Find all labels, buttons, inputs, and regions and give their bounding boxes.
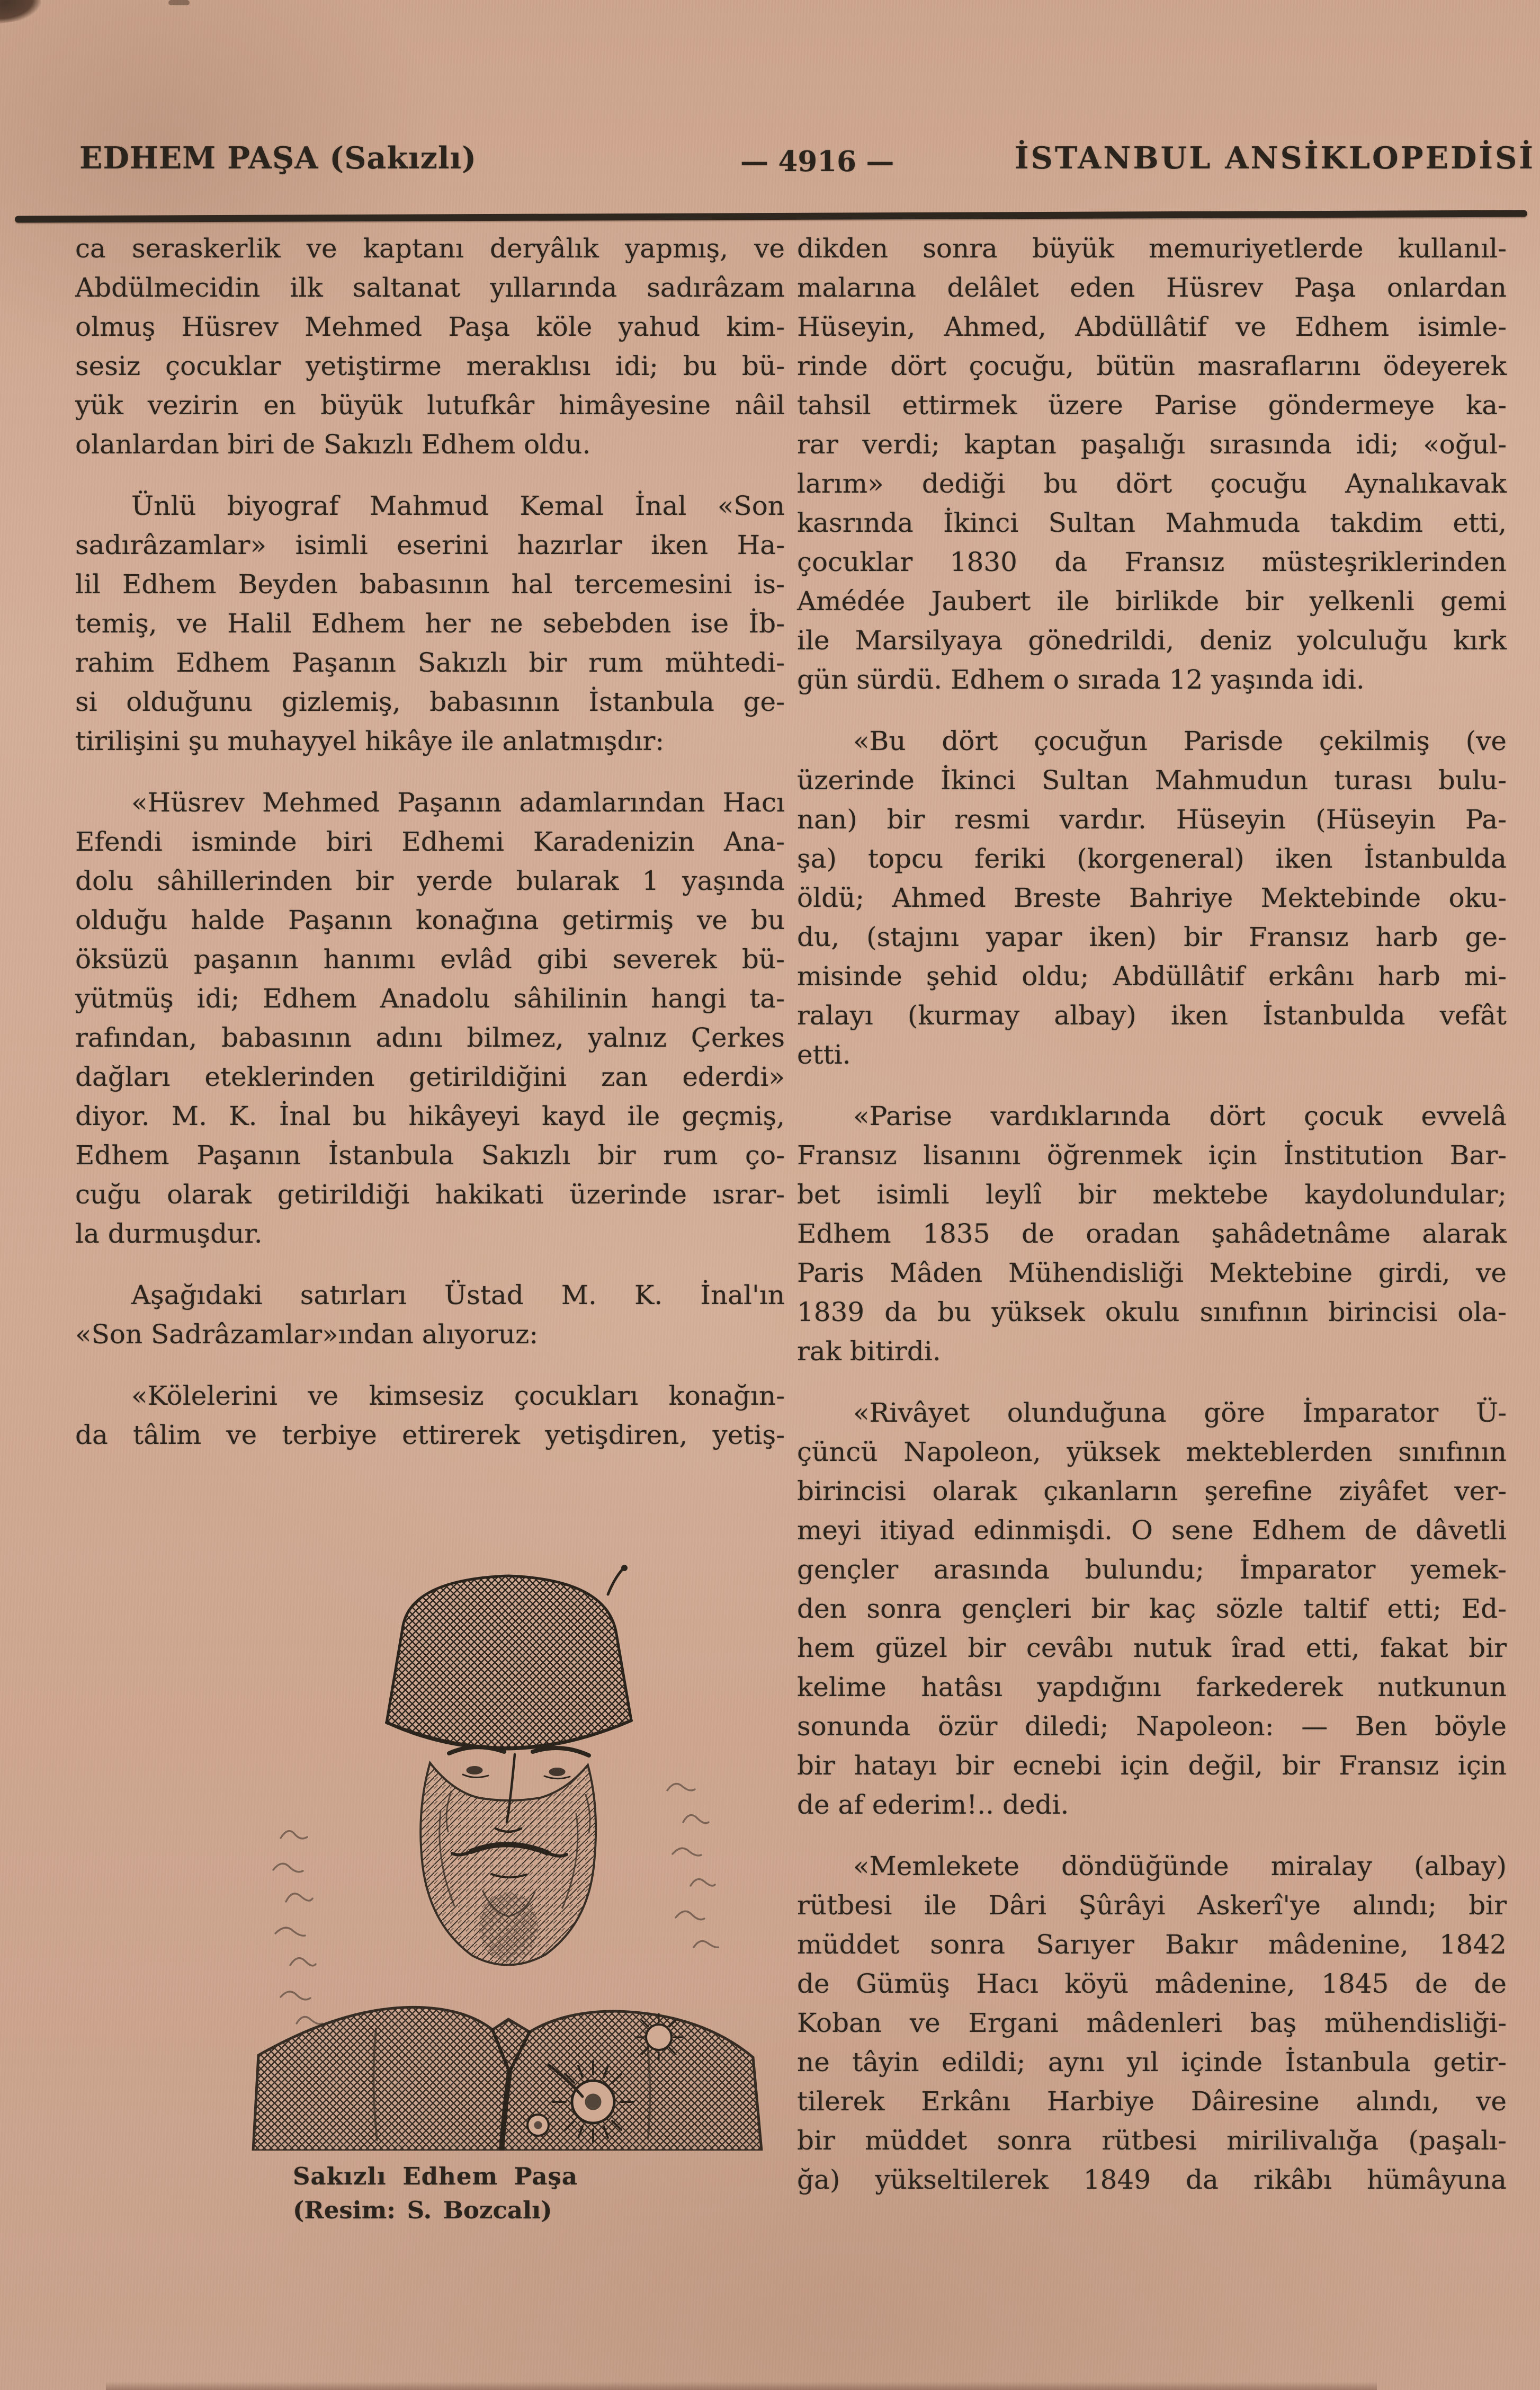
paragraph	[75, 486, 785, 761]
figure-caption-title: Sakızlı Edhem Paşa	[293, 2162, 578, 2190]
paragraph	[797, 721, 1507, 1074]
text-line: Hüseyin, Ahmed, Abdüllâtif ve Edhem isimle-	[797, 311, 1507, 342]
text-line: sesiz çocuklar yetiştirme meraklısı idi; bu bü-	[75, 351, 785, 381]
text-line: «Parise vardıklarında dört çocuk evvelâ	[853, 1101, 1507, 1131]
text-line: da tâlim ve terbiye ettirerek yetişdiren, yetiş-	[75, 1420, 785, 1450]
scan-bottom-shadow	[106, 2382, 1377, 2390]
text-line: bir müddet sonra rütbesi mirilivalığa (paşalı-	[797, 2125, 1507, 2156]
text-line: gençler arasında bulundu; İmparator yemek-	[797, 1554, 1507, 1585]
text-line: Edhem 1835 de oradan şahâdetnâme alarak	[797, 1218, 1507, 1249]
text-line: «Hüsrev Mehmed Paşanın adamlarından Hacı	[131, 787, 785, 818]
text-line: cuğu olarak getirildiği hakikati üzerinde ısrar-	[75, 1179, 785, 1210]
beard-sketch	[420, 1763, 596, 1965]
text-line: ile Marsilyaya gönedrildi, deniz yolculuğu kırk	[797, 625, 1507, 656]
page-number: — 4916 —	[740, 145, 894, 178]
text-line: «Rivâyet olunduğuna göre İmparator Ü-	[853, 1397, 1507, 1428]
text-line: Abdülmecidin ilk saltanat yıllarında sadırâzam	[75, 272, 785, 303]
text-line: rak bitirdi.	[797, 1336, 941, 1367]
header-book-title: İSTANBUL ANSİKLOPEDİSİ	[1015, 140, 1535, 176]
text-line: si olduğunu gizlemiş, babasının İstanbula ge-	[75, 686, 785, 717]
text-line: Aşağıdaki satırları Üstad M. K. İnal'ın	[131, 1280, 785, 1310]
paragraph	[797, 1096, 1507, 1371]
paragraph	[75, 1276, 785, 1354]
text-line: dolu sâhillerinden bir yerde bularak 1 yaşında	[75, 866, 785, 896]
paragraph	[75, 229, 785, 464]
text-line: de Gümüş Hacı köyü mâdenine, 1845 de de	[797, 1968, 1507, 1999]
paragraph	[75, 1376, 785, 1455]
text-line: temiş, ve Halil Edhem her ne sebebden ise İb-	[75, 608, 785, 639]
text-line: dikden sonra büyük memuriyetlerde kullanıl-	[797, 233, 1507, 264]
text-line: «Son Sadrâzamlar»ından alıyoruz:	[75, 1319, 539, 1350]
text-line: tilerek Erkânı Harbiye Dâiresine alındı, ve	[797, 2086, 1507, 2117]
text-line: «Memlekete döndüğünde miralay (albay)	[853, 1851, 1507, 1881]
text-line: tahsil ettirmek üzere Parise göndermeye ka-	[797, 390, 1507, 421]
text-line: lil Edhem Beyden babasının hal tercemesini is-	[75, 569, 785, 600]
text-line: «Bu dört çocuğun Parisde çekilmiş (ve	[853, 726, 1507, 756]
text-line: misinde şehid oldu; Abdüllâtif erkânı harb mi-	[797, 961, 1507, 992]
text-line: kasrında İkinci Sultan Mahmuda takdim etti,	[797, 507, 1507, 538]
text-line: rafından, babasının adını bilmez, yalnız Çerkes	[75, 1022, 785, 1053]
text-line: sonunda özür diledi; Napoleon: — Ben böyle	[797, 1711, 1507, 1742]
text-line: öksüzü paşanın hanımı evlâd gibi severek bü-	[75, 944, 785, 975]
text-line: Ünlü biyograf Mahmud Kemal İnal «Son	[131, 491, 785, 521]
uniform-sketch	[253, 2007, 762, 2151]
text-line: birincisi olarak çıkanların şerefine ziyâfet ver-	[797, 1476, 1507, 1506]
text-line: larım» dediği bu dört çocuğu Aynalıkavak	[797, 468, 1507, 499]
portrait-illustration	[244, 1563, 773, 2151]
text-line: müddet sonra Sarıyer Bakır mâdenine, 1842	[797, 1929, 1507, 1960]
text-line: de af ederim!.. dedi.	[797, 1789, 1069, 1820]
text-line: etti.	[797, 1039, 851, 1070]
text-line: yük vezirin en büyük lutufkâr himâyesine nâil	[75, 390, 785, 421]
text-line: olanlardan biri de Sakızlı Edhem oldu.	[75, 429, 591, 460]
text-line: öldü; Ahmed Breste Bahriye Mektebinde oku-	[797, 882, 1507, 913]
text-line: bet isimli leylî bir mektebe kaydolundular;	[797, 1179, 1507, 1210]
text-line: hem güzel bir cevâbı nutuk îrad etti, fakat bir	[797, 1633, 1507, 1663]
text-line: diyor. M. K. İnal bu hikâyeyi kayd ile geçmiş,	[75, 1101, 785, 1131]
text-line: gün sürdü. Edhem o sırada 12 yaşında idi.	[797, 664, 1365, 695]
text-line: tirilişini şu muhayyel hikâye ile anlatmışdır:	[75, 726, 665, 756]
text-line: Koban ve Ergani mâdenleri baş mühendisliği-	[797, 2008, 1507, 2038]
text-line: olduğu halde Paşanın konağına getirmiş ve bu	[75, 905, 785, 935]
text-line: la durmuşdur.	[75, 1218, 263, 1249]
text-line: ne tâyin edildi; aynı yıl içinde İstanbula getir-	[797, 2047, 1507, 2077]
text-line: Efendi isminde biri Edhemi Karadenizin Ana-	[75, 826, 785, 857]
text-line: den sonra gençleri bir kaç sözle taltif etti; Ed-	[797, 1593, 1507, 1624]
text-line: Paris Mâden Mühendisliği Mektebine girdi, ve	[797, 1258, 1507, 1288]
header-rule	[15, 210, 1527, 223]
scan-corner-stain	[0, 0, 43, 24]
text-line: 1839 da bu yüksek okulu sınıfının birincisi ola-	[797, 1297, 1507, 1327]
text-line: rütbesi ile Dâri Şûrâyi Askerî'ye alındı; bir	[797, 1890, 1507, 1921]
text-line: dağları eteklerinden getirildiğini zan ederdi»	[75, 1062, 785, 1092]
text-line: bir hatayı bir ecnebi için değil, bir Fransız için	[797, 1750, 1507, 1781]
text-line: Edhem Paşanın İstanbula Sakızlı bir rum ço-	[75, 1140, 785, 1171]
text-line: rinde dört çocuğu, bütün masraflarını ödeyerek	[797, 351, 1507, 381]
text-line: du, (stajını yapar iken) bir Fransız harb ge-	[797, 922, 1507, 952]
text-line: Fransız lisanını öğrenmek için İnstitution Bar-	[797, 1140, 1507, 1171]
right-column	[797, 229, 1507, 2222]
figure-caption-credit: (Resim: S. Bozcalı)	[293, 2196, 552, 2224]
scan-edge-speck	[168, 0, 190, 5]
text-line: kelime hatâsı yapdığını farkederek nutkunun	[797, 1672, 1507, 1702]
text-line: yütmüş idi; Edhem Anadolu sâhilinin hangi ta-	[75, 983, 785, 1014]
left-column	[75, 229, 785, 1477]
text-line: meyi itiyad edinmişdi. O sene Edhem de dâvetli	[797, 1515, 1507, 1546]
text-line: malarına delâlet eden Hüsrev Paşa onlardan	[797, 272, 1507, 303]
text-line: rar verdi; kaptan paşalığı sırasında idi; «oğul-	[797, 429, 1507, 460]
paragraph	[797, 1393, 1507, 1824]
text-line: üzerinde İkinci Sultan Mahmudun turası bulu-	[797, 765, 1507, 796]
text-line: çocuklar 1830 da Fransız müsteşriklerinden	[797, 547, 1507, 577]
text-line: ca seraskerlik ve kaptanı deryâlık yapmış, ve	[75, 233, 785, 264]
text-line: nan) bir resmi vardır. Hüseyin (Hüseyin Pa-	[797, 804, 1507, 835]
text-line: çüncü Napoleon, yüksek mekteblerden sınıfının	[797, 1437, 1507, 1467]
text-line: ğa) yükseltilerek 1849 da rikâbı hümâyuna	[797, 2164, 1507, 2195]
paragraph	[797, 229, 1507, 699]
text-line: şa) topcu feriki (korgeneral) iken İstanbulda	[797, 843, 1507, 874]
fez-hat	[387, 1565, 631, 1749]
text-line: rahim Edhem Paşanın Sakızlı bir rum mühtedi-	[75, 647, 785, 678]
paragraph	[75, 783, 785, 1253]
text-line: sadırâzamlar» isimli eserini hazırlar iken Ha-	[75, 530, 785, 560]
text-line: Amédée Jaubert ile birlikde bir yelkenli gemi	[797, 586, 1507, 617]
paragraph	[797, 1847, 1507, 2199]
text-line: olmuş Hüsrev Mehmed Paşa köle yahud kim-	[75, 311, 785, 342]
text-line: «Kölelerini ve kimsesiz çocukları konağın-	[131, 1380, 785, 1411]
text-line: ralayı (kurmay albay) iken İstanbulda vefât	[797, 1000, 1507, 1031]
header-entry-title: EDHEM PAŞA (Sakızlı)	[79, 140, 477, 176]
